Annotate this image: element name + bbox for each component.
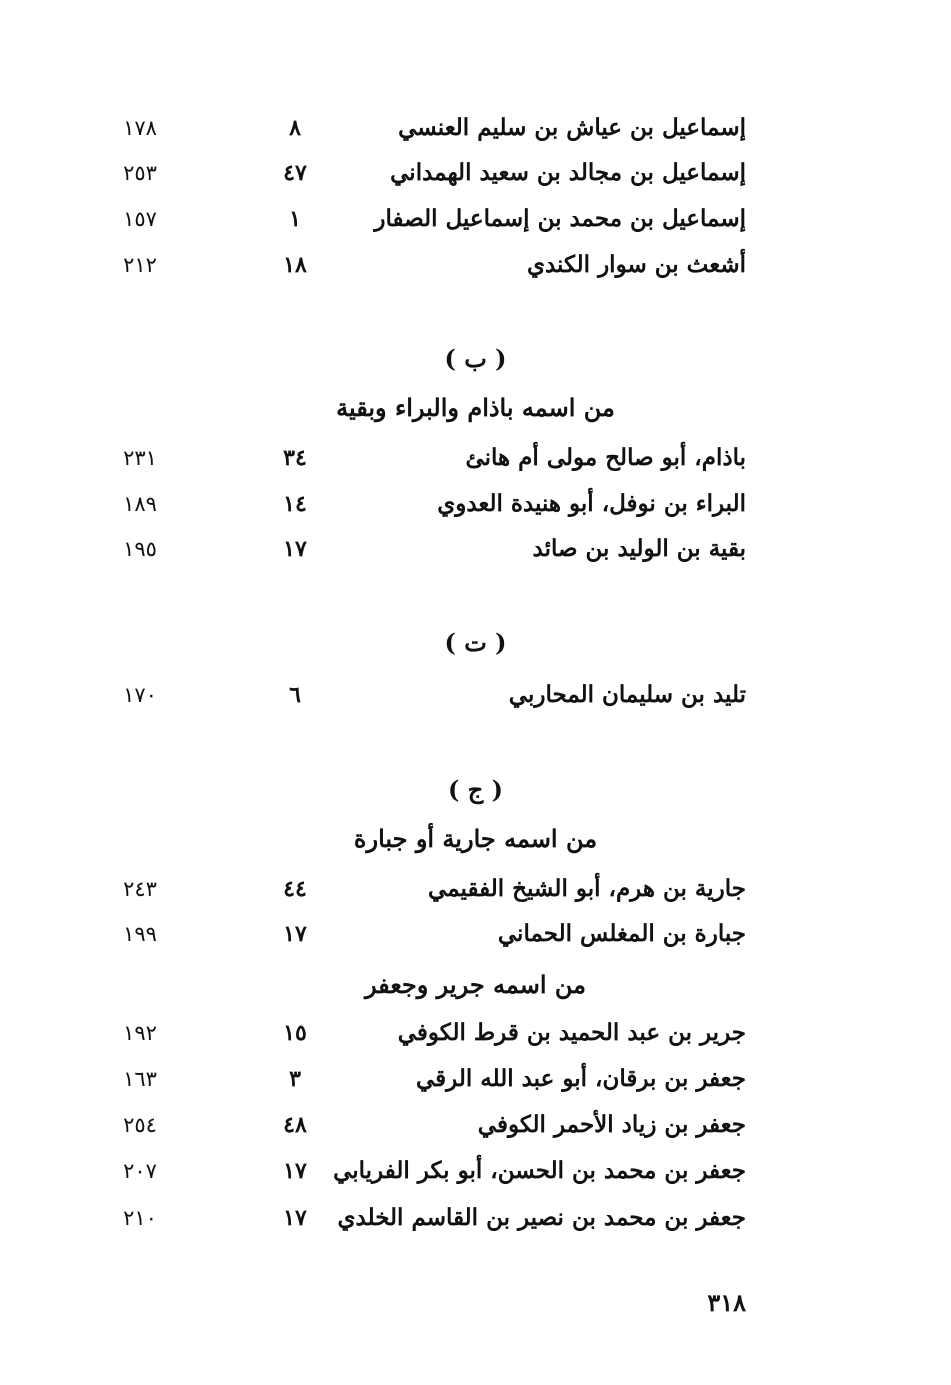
- list-item: [0, 1059, 951, 1099]
- list-item: [0, 869, 951, 909]
- page-reference: ١٧٨: [123, 116, 157, 140]
- list-item: [0, 1198, 951, 1238]
- page-reference: ٢١٠: [123, 1206, 157, 1230]
- narrator-number: ٤٤: [283, 876, 307, 902]
- list-item: [0, 675, 951, 715]
- page-reference: ٢٤٣: [123, 877, 157, 901]
- page-reference: ١٨٩: [123, 492, 157, 516]
- section-subheading: من اسمه جرير وجعفر: [364, 970, 587, 999]
- narrator-name: باذام، أبو صالح مولى أم هانئ: [465, 444, 746, 471]
- page-reference: ١٦٣: [123, 1067, 157, 1091]
- list-item: [0, 245, 951, 285]
- page-reference: ١٧٠: [123, 683, 157, 707]
- narrator-number: ٨: [289, 115, 301, 141]
- list-item: [0, 108, 951, 148]
- page-reference: ١٩٢: [123, 1021, 157, 1045]
- page-reference: ٢٠٧: [123, 1159, 157, 1183]
- list-item: [0, 438, 951, 478]
- page-reference: ٢٥٣: [123, 161, 157, 185]
- page-reference: ١٩٩: [123, 922, 157, 946]
- narrator-name: جبارة بن المغلس الحماني: [497, 920, 746, 947]
- narrator-number: ١٧: [283, 921, 307, 947]
- section-letter-ta: ( ت ): [444, 628, 507, 657]
- narrator-name: بقية بن الوليد بن صائد: [532, 535, 746, 562]
- narrator-name: إسماعيل بن مجالد بن سعيد الهمداني: [390, 159, 746, 186]
- narrator-name: جعفر بن زياد الأحمر الكوفي: [477, 1111, 746, 1138]
- narrator-number: ٤٧: [283, 160, 307, 186]
- list-item: [0, 914, 951, 954]
- section-letter-jim: ( ج ): [448, 775, 503, 804]
- narrator-number: ١٧: [283, 536, 307, 562]
- narrator-number: ١٤: [283, 491, 307, 517]
- list-item: [0, 1151, 951, 1191]
- section-subheading: من اسمه باذام والبراء وبقية: [336, 393, 615, 422]
- narrator-name: البراء بن نوفل، أبو هنيدة العدوي: [437, 490, 746, 517]
- narrator-name: جعفر بن برقان، أبو عبد الله الرقي: [415, 1065, 746, 1092]
- narrator-number: ٣: [289, 1066, 301, 1092]
- list-item: [0, 1013, 951, 1053]
- narrator-name: جعفر بن محمد بن الحسن، أبو بكر الفريابي: [333, 1157, 746, 1184]
- narrator-name: جارية بن هرم، أبو الشيخ الفقيمي: [428, 875, 746, 902]
- narrator-number: ٣٤: [283, 445, 307, 471]
- narrator-name: إسماعيل بن عياش بن سليم العنسي: [398, 114, 746, 141]
- page-reference: ١٩٥: [123, 537, 157, 561]
- narrator-name: إسماعيل بن محمد بن إسماعيل الصفار: [374, 205, 746, 232]
- list-item: [0, 1105, 951, 1145]
- section-subheading: من اسمه جارية أو جبارة: [353, 824, 598, 853]
- page-reference: ٢٣١: [123, 446, 157, 470]
- narrator-name: تليد بن سليمان المحاربي: [508, 681, 746, 708]
- page-reference: ١٥٧: [123, 207, 157, 231]
- list-item: [0, 484, 951, 524]
- list-item: [0, 529, 951, 569]
- narrator-number: ٤٨: [283, 1112, 307, 1138]
- narrator-name: جرير بن عبد الحميد بن قرط الكوفي: [397, 1019, 746, 1046]
- page-number: ٣١٨: [707, 1288, 746, 1317]
- page-reference: ٢١٢: [123, 253, 157, 277]
- narrator-number: ١٧: [283, 1158, 307, 1184]
- narrator-name: أشعث بن سوار الكندي: [526, 251, 746, 278]
- page-reference: ٢٥٤: [123, 1113, 157, 1137]
- list-item: [0, 153, 951, 193]
- narrator-name: جعفر بن محمد بن نصير بن القاسم الخلدي: [337, 1204, 746, 1231]
- list-item: [0, 199, 951, 239]
- section-letter-ba: ( ب ): [444, 344, 507, 373]
- narrator-number: ٦: [289, 682, 301, 708]
- narrator-number: ١٧: [283, 1205, 307, 1231]
- narrator-number: ١٨: [283, 252, 307, 278]
- narrator-number: ١: [289, 206, 301, 232]
- narrator-number: ١٥: [283, 1020, 307, 1046]
